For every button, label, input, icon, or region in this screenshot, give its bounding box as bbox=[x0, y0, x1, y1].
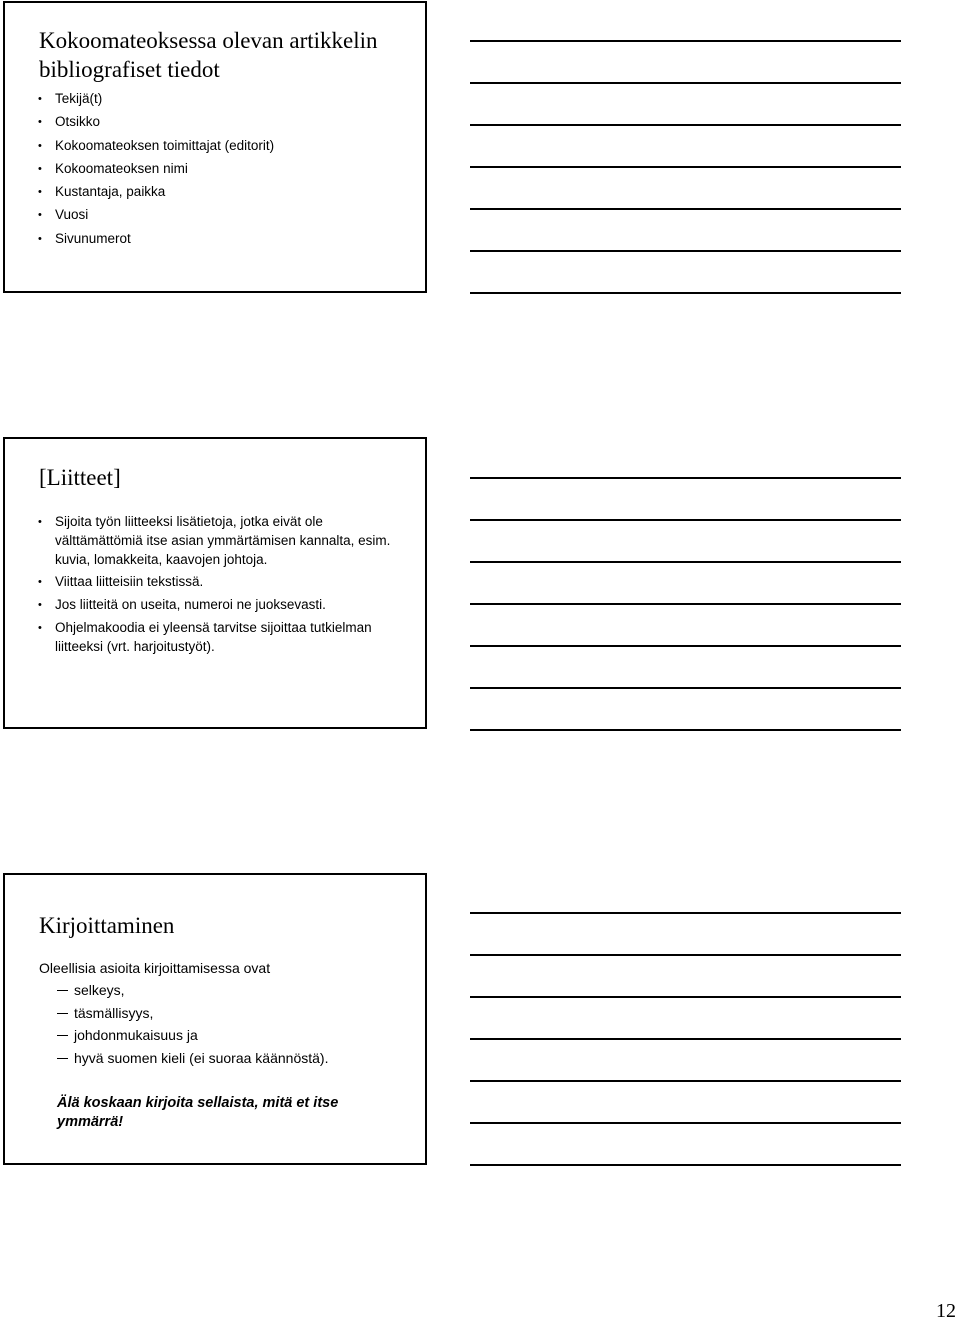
note-line bbox=[470, 1164, 901, 1166]
bullet-item: • Vuosi bbox=[38, 206, 395, 225]
note-line bbox=[470, 40, 901, 42]
note-line bbox=[470, 250, 901, 252]
slide-title: Kokoomateoksessa olevan artikkelin bibliografiset tiedot bbox=[39, 28, 378, 82]
slide-1 bbox=[3, 1, 427, 293]
note-line bbox=[470, 292, 901, 294]
note-line bbox=[470, 561, 901, 563]
bullet-item: • Viittaa liitteisiin tekstissä. bbox=[38, 573, 395, 592]
bullet-item: • Tekijä(t) bbox=[38, 90, 395, 109]
slide-title: Kirjoittaminen bbox=[39, 913, 175, 938]
note-line bbox=[470, 82, 901, 84]
bullet-item: • Ohjelmakoodia ei yleensä tarvitse sijoittaa tutkielman liitteeksi (vrt. harjoitustyöt). bbox=[38, 619, 395, 657]
note-line bbox=[470, 996, 901, 998]
note-line bbox=[470, 1080, 901, 1082]
dash-item: johdonmukaisuus ja bbox=[57, 1024, 328, 1047]
dash-item: selkeys, bbox=[57, 979, 328, 1002]
bullet-item: • Sivunumerot bbox=[38, 230, 395, 249]
note-line bbox=[470, 208, 901, 210]
dash-item: hyvä suomen kieli (ei suoraa käännöstä). bbox=[57, 1047, 328, 1070]
page-number: 12 bbox=[936, 1300, 956, 1322]
note-line bbox=[470, 124, 901, 126]
note-lines bbox=[470, 912, 901, 1206]
bullet-item: • Otsikko bbox=[38, 113, 395, 132]
note-line bbox=[470, 519, 901, 521]
dash-item: täsmällisyys, bbox=[57, 1002, 328, 1025]
bullet-item: • Kokoomateoksen toimittajat (editorit) bbox=[38, 137, 395, 156]
note-line bbox=[470, 729, 901, 731]
note-line bbox=[470, 687, 901, 689]
bullet-list bbox=[38, 90, 395, 249]
bullet-item: • Sijoita työn liitteeksi lisätietoja, jotka eivät ole välttämättömiä itse asian ymmärtämisen kannalta, esim. kuvia, lomakkeita, kaavojen johtoja. bbox=[38, 513, 395, 569]
note-line bbox=[470, 1122, 901, 1124]
note-lines bbox=[470, 40, 901, 334]
note-line bbox=[470, 912, 901, 914]
slide-title: [Liitteet] bbox=[39, 465, 121, 490]
note-line bbox=[470, 645, 901, 647]
bullet-item: • Jos liitteitä on useita, numeroi ne juoksevasti. bbox=[38, 596, 395, 615]
note-line bbox=[470, 166, 901, 168]
note-line bbox=[470, 1038, 901, 1040]
note-line bbox=[470, 477, 901, 479]
bullet-item: • Kokoomateoksen nimi bbox=[38, 160, 395, 179]
slide-emphasis: Älä koskaan kirjoita sellaista, mitä et itse ymmärrä! bbox=[57, 1095, 339, 1130]
slide-intro: Oleellisia asioita kirjoittamisessa ovat bbox=[39, 960, 271, 976]
dash-list bbox=[57, 979, 328, 1069]
note-line bbox=[470, 954, 901, 956]
note-lines bbox=[470, 477, 901, 771]
slide-2 bbox=[3, 437, 427, 729]
slide-3 bbox=[3, 873, 427, 1165]
bullet-list bbox=[38, 513, 395, 657]
note-line bbox=[470, 603, 901, 605]
bullet-item: • Kustantaja, paikka bbox=[38, 183, 395, 202]
